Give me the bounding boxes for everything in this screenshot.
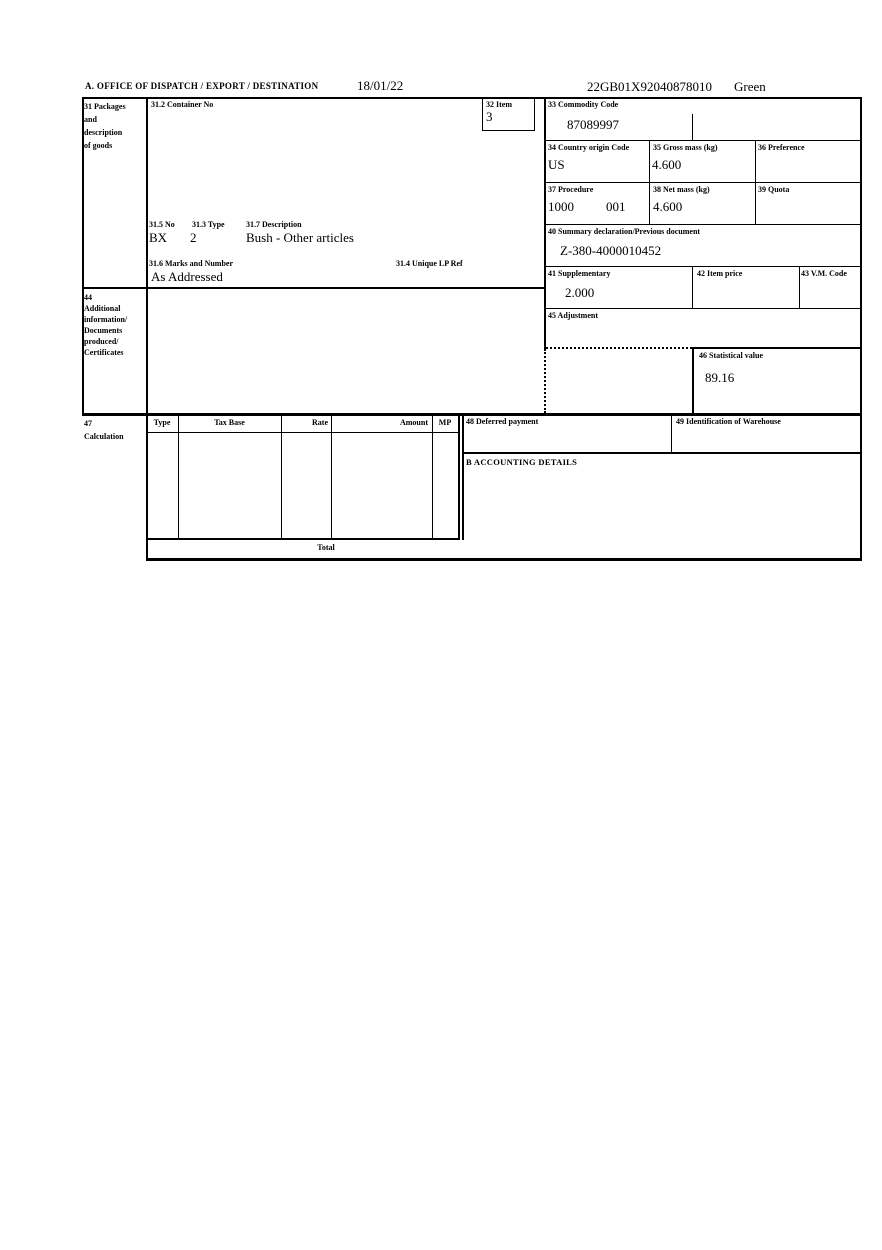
box39-label: 39 Quota bbox=[758, 185, 790, 194]
box49-label: 49 Identification of Warehouse bbox=[676, 417, 781, 426]
box33-label: 33 Commodity Code bbox=[548, 100, 619, 109]
box47-label-line: Calculation bbox=[84, 432, 124, 441]
box31-label bbox=[84, 100, 144, 152]
box31-7-label: 31.7 Description bbox=[246, 220, 302, 229]
box31-2-label: 31.2 Container No bbox=[151, 100, 214, 109]
box31-label-line: and bbox=[84, 115, 97, 124]
box34-value: US bbox=[548, 157, 565, 172]
box40-top-line bbox=[545, 224, 860, 225]
form-right-border bbox=[860, 97, 862, 561]
calc-header-taxbase: Tax Base bbox=[214, 418, 245, 427]
office-of-dispatch-label: A. OFFICE OF DISPATCH / EXPORT / DESTINATION bbox=[85, 81, 319, 91]
adjustment-dotted-line bbox=[546, 347, 692, 349]
calc-col-amount-divider bbox=[432, 416, 433, 538]
box31-4-label: 31.4 Unique LP Ref bbox=[396, 259, 463, 268]
col36-divider bbox=[755, 141, 756, 224]
box45-label: 45 Adjustment bbox=[548, 311, 599, 320]
box44-label-line: 44 bbox=[84, 293, 92, 302]
calc-header-mp: MP bbox=[438, 418, 452, 427]
box34-label: 34 Country origin Code bbox=[548, 143, 630, 152]
box37-value-main: 1000 bbox=[548, 199, 574, 214]
box40-value: Z-380-4000010452 bbox=[560, 243, 662, 258]
box46-value: 89.16 bbox=[705, 370, 735, 385]
routing-status: Green bbox=[734, 79, 766, 94]
box44-label-line: information/ bbox=[84, 315, 128, 324]
box41-label: 41 Supplementary bbox=[548, 269, 611, 278]
calc-header-bottom-line bbox=[146, 432, 460, 433]
calc-total-label: Total bbox=[317, 543, 335, 552]
col35-divider bbox=[649, 141, 650, 224]
box44-label-line: Documents bbox=[84, 326, 123, 335]
box38-label: 38 Net mass (kg) bbox=[653, 185, 710, 194]
box31-3-value: 2 bbox=[190, 230, 197, 245]
box32-value: 3 bbox=[486, 109, 493, 124]
box42-label: 42 Item price bbox=[697, 269, 743, 278]
box33-value: 87089997 bbox=[567, 117, 619, 132]
calc-header-amount: Amount bbox=[399, 418, 428, 427]
row34-top-line bbox=[545, 140, 860, 141]
calc-col-type-divider bbox=[178, 416, 179, 538]
dispatch-date: 18/01/22 bbox=[357, 78, 404, 93]
center-column-divider bbox=[544, 97, 546, 349]
box36-label: 36 Preference bbox=[758, 143, 805, 152]
box37-label: 37 Procedure bbox=[548, 185, 594, 194]
box41-value: 2.000 bbox=[565, 285, 595, 300]
calc-header-type: Type bbox=[153, 418, 171, 427]
box44-label-line: Certificates bbox=[84, 348, 124, 357]
box45-top-line bbox=[545, 308, 860, 309]
section47-top-border bbox=[82, 413, 862, 416]
box32-bottom-border bbox=[482, 130, 535, 131]
calc-table-bottom-line bbox=[146, 538, 460, 540]
box40-label: 40 Summary declaration/Previous document bbox=[548, 227, 701, 236]
box32-left-border bbox=[482, 97, 483, 131]
box32-right-border bbox=[534, 97, 535, 131]
calc-col-taxbase-divider bbox=[281, 416, 282, 538]
movement-reference-number: 22GB01X92040878010 bbox=[587, 79, 712, 94]
box43-label: 43 V.M. Code bbox=[801, 269, 847, 278]
label-column-divider bbox=[146, 97, 148, 561]
box44-label-line: produced/ bbox=[84, 337, 119, 346]
box48-label: 48 Deferred payment bbox=[466, 417, 539, 426]
calc-col-rate-divider bbox=[331, 416, 332, 538]
col43-divider bbox=[799, 267, 800, 308]
box31-label-line: of goods bbox=[84, 141, 113, 150]
center-column-divider-dotted bbox=[544, 349, 546, 413]
box37-value-additional: 001 bbox=[606, 199, 626, 214]
box38-value: 4.600 bbox=[653, 199, 683, 214]
box35-label: 35 Gross mass (kg) bbox=[653, 143, 718, 152]
box47-label-line: 47 bbox=[84, 419, 92, 428]
box31-label-line: 31 Packages bbox=[84, 102, 126, 111]
calc-header-rate: Rate bbox=[312, 418, 328, 427]
box31-label-line: description bbox=[84, 128, 123, 137]
box31-bottom-border bbox=[82, 287, 546, 289]
row37-top-line bbox=[545, 182, 860, 183]
box33-inner-divider bbox=[692, 114, 693, 140]
row41-top-line bbox=[545, 266, 860, 267]
form-top-border bbox=[82, 97, 862, 99]
box35-value: 4.600 bbox=[652, 157, 682, 172]
box31-6-value: As Addressed bbox=[151, 269, 223, 284]
col49-divider bbox=[671, 416, 672, 453]
accounting-details-label: B ACCOUNTING DETAILS bbox=[466, 457, 578, 467]
box48-left-border bbox=[462, 416, 464, 540]
box31-5-value: BX bbox=[149, 230, 168, 245]
box46-left-border bbox=[692, 349, 694, 413]
box46-top-border bbox=[692, 347, 862, 349]
box44-label bbox=[84, 292, 146, 358]
box44-label-line: Additional bbox=[84, 304, 121, 313]
calc-table-right-border bbox=[458, 416, 460, 538]
box32-label: 32 Item bbox=[486, 100, 512, 109]
box31-7-value: Bush - Other articles bbox=[246, 230, 354, 245]
accounting-top-border bbox=[462, 452, 862, 454]
box31-5-label: 31.5 No bbox=[149, 220, 175, 229]
box31-3-label: 31.3 Type bbox=[192, 220, 225, 229]
form-bottom-border bbox=[146, 558, 862, 561]
box47-label bbox=[84, 417, 146, 443]
box46-label: 46 Statistical value bbox=[699, 351, 763, 360]
box31-6-label: 31.6 Marks and Number bbox=[149, 259, 234, 268]
col42-divider bbox=[692, 267, 693, 308]
